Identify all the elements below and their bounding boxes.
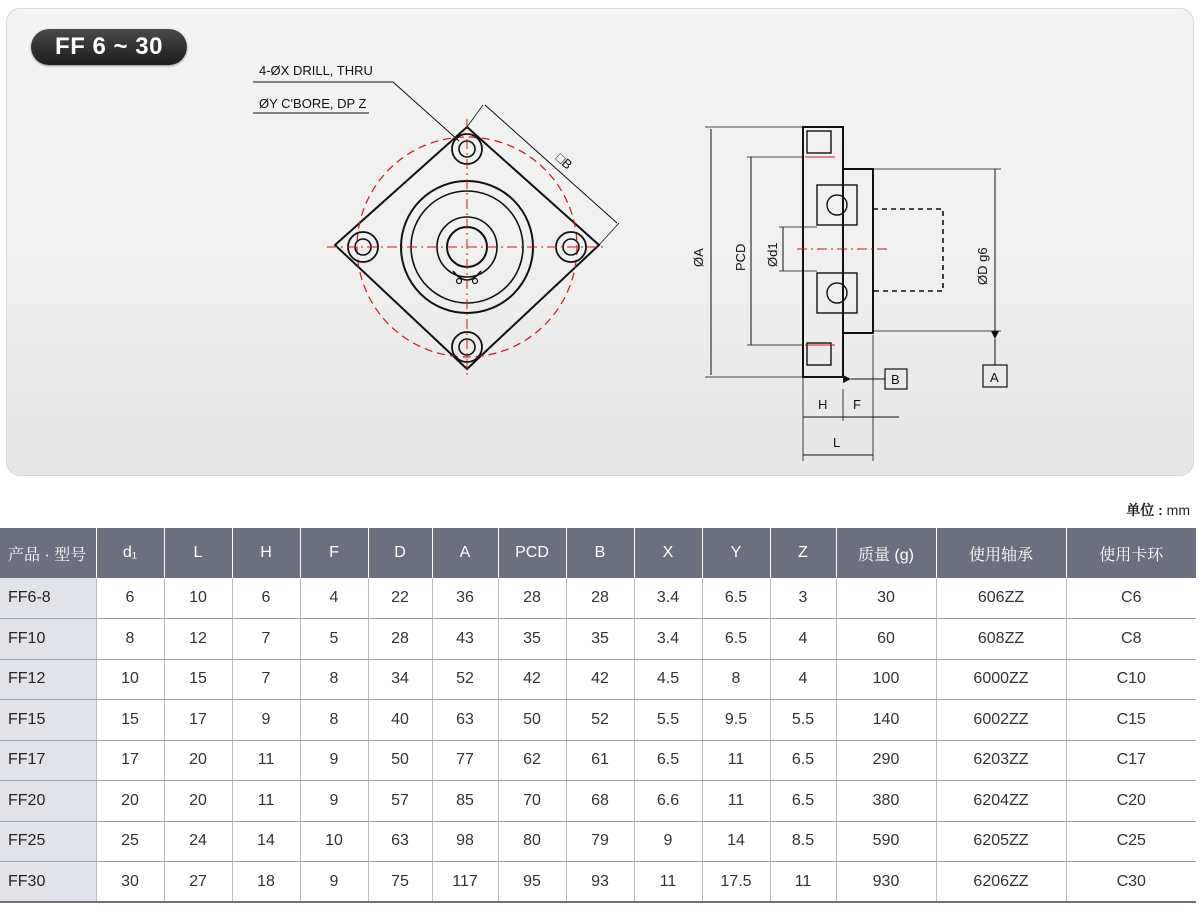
table-cell: 606ZZ [936, 578, 1066, 619]
dia-d-label: ØD g6 [975, 247, 990, 285]
table-cell: 77 [432, 740, 498, 781]
table-cell: 30 [836, 578, 936, 619]
table-cell: 6.6 [634, 781, 702, 822]
table-cell: 61 [566, 740, 634, 781]
dia-d1-label: Ød1 [765, 242, 780, 267]
table-cell: 100 [836, 659, 936, 700]
table-cell: 28 [498, 578, 566, 619]
table-cell: 8.5 [770, 821, 836, 862]
table-cell: 63 [432, 700, 498, 741]
table-cell: 9 [232, 700, 300, 741]
table-row [0, 578, 1196, 619]
model-cell: FF30 [0, 862, 96, 903]
table-cell: 22 [368, 578, 432, 619]
table-cell: 8 [300, 659, 368, 700]
table-cell: 6204ZZ [936, 781, 1066, 822]
model-range-badge: FF 6 ~ 30 [31, 29, 187, 65]
unit-prefix: 单位 : [1126, 502, 1167, 518]
col-header: d₁ [96, 528, 164, 578]
table-cell: 50 [368, 740, 432, 781]
col-header: H [232, 528, 300, 578]
side-view [691, 127, 1007, 461]
table-cell: 79 [566, 821, 634, 862]
table-cell: 10 [300, 821, 368, 862]
table-cell: 5 [300, 619, 368, 660]
table-body [0, 578, 1196, 902]
table-cell: 93 [566, 862, 634, 903]
table-cell: 8 [300, 700, 368, 741]
table-cell: 4 [770, 659, 836, 700]
table-cell: 3.4 [634, 578, 702, 619]
table-cell: 14 [232, 821, 300, 862]
table-cell: 608ZZ [936, 619, 1066, 660]
table-cell: 6.5 [702, 578, 770, 619]
table-cell: 28 [566, 578, 634, 619]
table-cell: 30 [96, 862, 164, 903]
dia-a-label: ØA [691, 248, 706, 267]
model-cell: FF25 [0, 821, 96, 862]
table-cell: 9 [634, 821, 702, 862]
table-cell: 98 [432, 821, 498, 862]
table-cell: 42 [566, 659, 634, 700]
table-cell: 75 [368, 862, 432, 903]
model-cell: FF6-8 [0, 578, 96, 619]
table-cell: 95 [498, 862, 566, 903]
table-header-row [0, 528, 1196, 578]
table-cell: 17 [164, 700, 232, 741]
drill-leader [253, 82, 459, 141]
table-cell: 57 [368, 781, 432, 822]
bearing-bottom [817, 273, 857, 313]
table-cell: 9.5 [702, 700, 770, 741]
table-cell: 6.5 [634, 740, 702, 781]
h-label: H [818, 397, 828, 412]
table-row [0, 659, 1196, 700]
table-cell: 3 [770, 578, 836, 619]
table-row [0, 862, 1196, 903]
table-cell: 6.5 [770, 781, 836, 822]
col-header: L [164, 528, 232, 578]
square-b-ext-1 [467, 105, 483, 127]
table-cell: 20 [164, 781, 232, 822]
table-cell: 17 [96, 740, 164, 781]
table-cell: 11 [770, 862, 836, 903]
col-header: 质量 (g) [836, 528, 936, 578]
table-cell: 6 [232, 578, 300, 619]
table-cell: 4.5 [634, 659, 702, 700]
drawing-panel [6, 8, 1194, 476]
table-cell: 8 [96, 619, 164, 660]
technical-drawing [7, 9, 1194, 476]
f-label: F [853, 397, 861, 412]
table-cell: 9 [300, 740, 368, 781]
unit-label [1126, 500, 1190, 520]
snap-ring-hole-left [457, 279, 462, 284]
table-cell: 590 [836, 821, 936, 862]
table-cell: 380 [836, 781, 936, 822]
model-cell: FF15 [0, 700, 96, 741]
table-cell: 40 [368, 700, 432, 741]
hub-section [843, 169, 873, 333]
table-cell: 10 [164, 578, 232, 619]
table-cell: 50 [498, 700, 566, 741]
table-cell: 35 [498, 619, 566, 660]
flange-section [803, 127, 843, 377]
table-cell: 140 [836, 700, 936, 741]
cbore-callout: ØY C'BORE, DP Z [259, 96, 367, 111]
table-row [0, 740, 1196, 781]
table-cell: 5.5 [770, 700, 836, 741]
table-cell: 14 [702, 821, 770, 862]
table-cell: 24 [164, 821, 232, 862]
shaft-hidden-line [873, 209, 943, 291]
snap-ring-hole-right [473, 279, 478, 284]
table-cell: 52 [432, 659, 498, 700]
table-cell: 20 [164, 740, 232, 781]
table-cell: C6 [1066, 578, 1196, 619]
model-cell: FF10 [0, 619, 96, 660]
l-label: L [833, 435, 841, 450]
col-header: PCD [498, 528, 566, 578]
cbore-top [807, 131, 831, 153]
col-header: X [634, 528, 702, 578]
front-view [253, 63, 619, 377]
table-cell: 11 [232, 740, 300, 781]
table-cell: C25 [1066, 821, 1196, 862]
table-cell: 43 [432, 619, 498, 660]
table-cell: 20 [96, 781, 164, 822]
square-b-label: □B [552, 150, 576, 173]
table-cell: C20 [1066, 781, 1196, 822]
col-header: Z [770, 528, 836, 578]
table-cell: C15 [1066, 700, 1196, 741]
drill-callout: 4-ØX DRILL, THRU [259, 63, 373, 78]
table-cell: 11 [634, 862, 702, 903]
table-cell: 6.5 [770, 740, 836, 781]
table-row [0, 821, 1196, 862]
unit-value: mm [1166, 502, 1190, 518]
cbore-bottom [807, 343, 831, 365]
table-cell: 6205ZZ [936, 821, 1066, 862]
table-cell: 9 [300, 781, 368, 822]
datum-a-label: A [990, 370, 999, 385]
table-cell: 52 [566, 700, 634, 741]
table-cell: 63 [368, 821, 432, 862]
col-header: B [566, 528, 634, 578]
table-row [0, 781, 1196, 822]
pcd-label: PCD [733, 243, 748, 271]
table-cell: 4 [770, 619, 836, 660]
datum-b-marker [843, 375, 851, 383]
table-cell: 930 [836, 862, 936, 903]
datum-b-label: B [891, 372, 900, 387]
table-cell: 15 [164, 659, 232, 700]
col-header: A [432, 528, 498, 578]
table-cell: 6000ZZ [936, 659, 1066, 700]
table-cell: 18 [232, 862, 300, 903]
table-cell: 27 [164, 862, 232, 903]
table-cell: 60 [836, 619, 936, 660]
col-header: 产品 · 型号 [0, 528, 96, 578]
table-cell: 25 [96, 821, 164, 862]
model-cell: FF17 [0, 740, 96, 781]
table-row [0, 700, 1196, 741]
table-cell: 10 [96, 659, 164, 700]
table-cell: C8 [1066, 619, 1196, 660]
table-cell: C17 [1066, 740, 1196, 781]
table-cell: 6002ZZ [936, 700, 1066, 741]
table-cell: 5.5 [634, 700, 702, 741]
table-cell: 117 [432, 862, 498, 903]
table-cell: 11 [232, 781, 300, 822]
table-cell: 15 [96, 700, 164, 741]
table-cell: 7 [232, 619, 300, 660]
col-header: F [300, 528, 368, 578]
table-cell: 68 [566, 781, 634, 822]
datum-a-marker [991, 331, 999, 339]
table-cell: 6.5 [702, 619, 770, 660]
table-cell: 11 [702, 781, 770, 822]
table-cell: 36 [432, 578, 498, 619]
table-cell: 6203ZZ [936, 740, 1066, 781]
table-cell: 80 [498, 821, 566, 862]
table-cell: 11 [702, 740, 770, 781]
col-header: D [368, 528, 432, 578]
table-cell: 4 [300, 578, 368, 619]
table-cell: C30 [1066, 862, 1196, 903]
table-cell: 6 [96, 578, 164, 619]
table-cell: 62 [498, 740, 566, 781]
model-cell: FF12 [0, 659, 96, 700]
col-header: 使用轴承 [936, 528, 1066, 578]
table-cell: 42 [498, 659, 566, 700]
table-cell: 290 [836, 740, 936, 781]
table-cell: 8 [702, 659, 770, 700]
spec-table [0, 528, 1196, 903]
square-b-ext-2 [599, 223, 619, 245]
table-cell: 28 [368, 619, 432, 660]
table-cell: C10 [1066, 659, 1196, 700]
table-cell: 34 [368, 659, 432, 700]
table-cell: 35 [566, 619, 634, 660]
table-cell: 6206ZZ [936, 862, 1066, 903]
table-cell: 17.5 [702, 862, 770, 903]
model-cell: FF20 [0, 781, 96, 822]
table-row [0, 619, 1196, 660]
col-header: Y [702, 528, 770, 578]
table-cell: 85 [432, 781, 498, 822]
table-cell: 12 [164, 619, 232, 660]
col-header: 使用卡环 [1066, 528, 1196, 578]
table-cell: 70 [498, 781, 566, 822]
table-cell: 3.4 [634, 619, 702, 660]
table-cell: 9 [300, 862, 368, 903]
table-cell: 7 [232, 659, 300, 700]
bearing-top [817, 185, 857, 225]
